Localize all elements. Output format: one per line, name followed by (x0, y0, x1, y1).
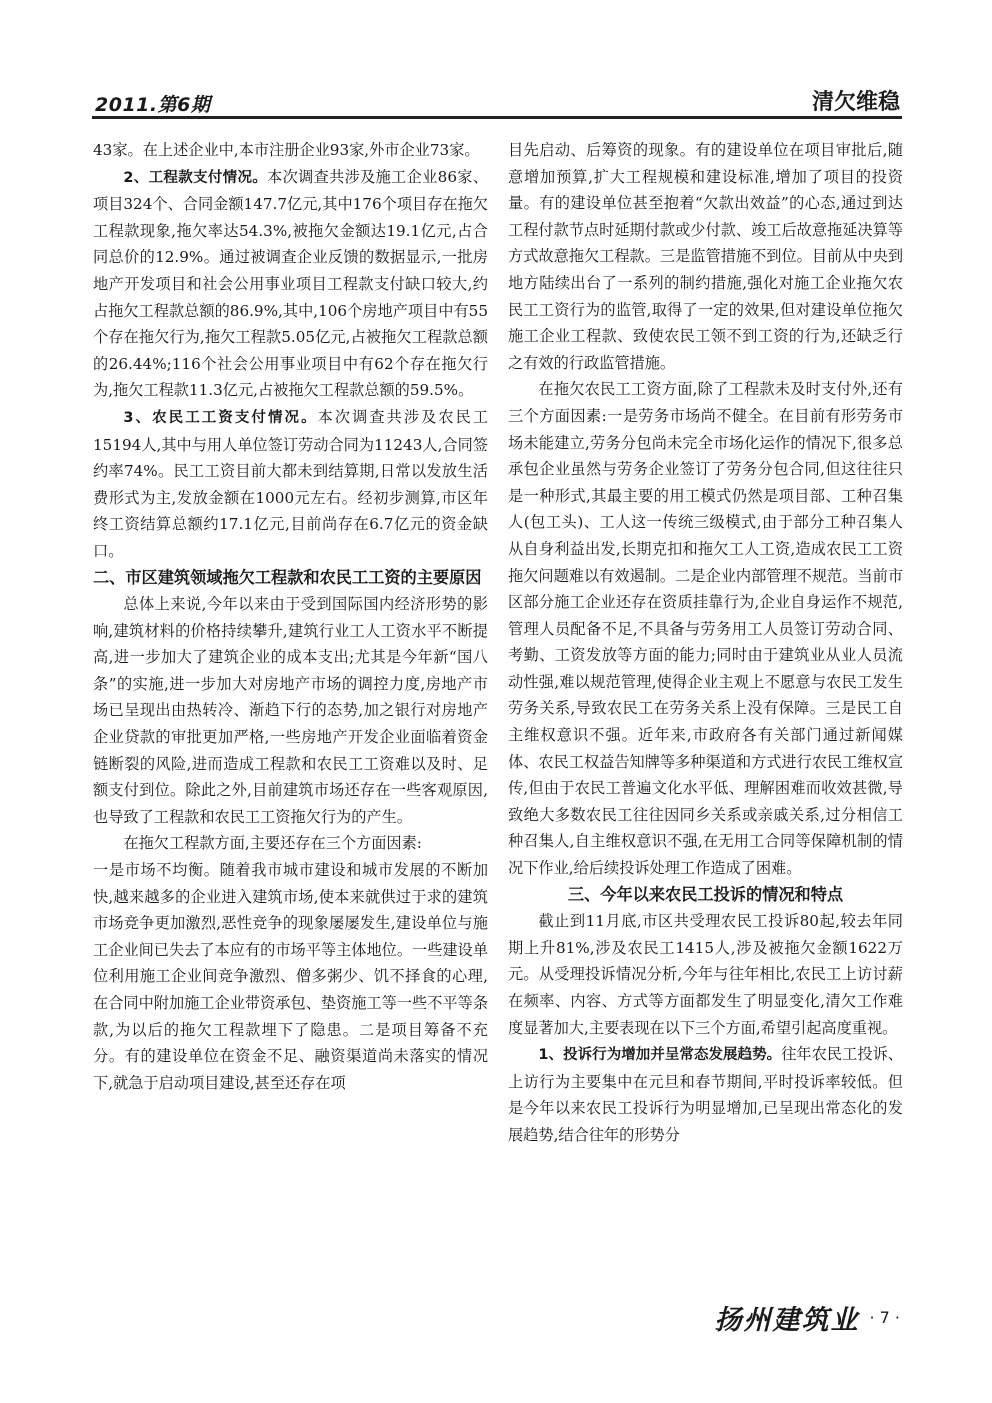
footer (714, 1298, 900, 1337)
subheading: 1、投诉行为增加并呈常态发展趋势。 (538, 1047, 782, 1064)
subheading: 2、工程款支付情况。 (123, 169, 268, 186)
subheading: 3、农民工工资支付情况。 (123, 409, 318, 426)
paragraph: 2、工程款支付情况。本次调查共涉及施工企业86家、项目324个、合同金额147.7亿元,其中176个项目存在拖欠工程款现象,拖欠率达54.3%,被拖欠金额达19.1亿元,占合同总价的12.9%。通过被调查企业反馈的数据显示,一批房地产开发项目和社会公用事业项目工程款支付缺口较大,约占拖欠工程款总额的86.9%,其中,106个房地产项目中有55个存在拖欠行为,拖欠工程款5.05亿元,占被拖欠工程款总额的26.44%;116个社会公用事业项目中有62个存在拖欠行为,拖欠工程款11.3亿元,占被拖欠工程款总额的59.5%。 (93, 167, 489, 400)
issue-label: 2011.第6期 (95, 94, 211, 116)
header-rule (92, 116, 902, 119)
section-heading: 二、市区建筑领域拖欠工程款和农民工工资的主要原因 (93, 567, 482, 587)
paragraph: 截止到11月底,市区共受理农民工投诉80起,较去年同期上升81%,涉及农民工1415人,涉及被拖欠金额1622万元。从受理投诉情况分析,今年与往年相比,农民工上访讨薪在频率、内容、方式等方面都发生了明显变化,清欠工作难度显著加大,主要表现在以下三个方面,希望引起高度重视。 (508, 912, 903, 1037)
paragraph: 在拖欠工程款方面,主要还存在三个方面因素: (123, 834, 422, 853)
paragraph: 一是市场不均衡。随着我市城市建设和城市发展的不断加快,越来越多的企业进入建筑市场,使本来就供过于求的建筑市场竞争更加激烈,恶性竞争的现象屡屡发生,建设单位与施工企业间已失去了本应有的市场平等主体地位。一些建设单位利用施工企业间竞争激烈、僧多粥少、饥不择食的心理,在合同中附加施工企业带资承包、垫资施工等一些不平等条款,为以后的拖欠工程款埋下了隐患。二是项目筹备不充分。有的建设单位在资金不足、融资渠道尚未落实的情况下,就急于启动项目建设,甚至还存在项 (93, 861, 488, 1092)
page-number: · 7 · (869, 1308, 900, 1327)
paragraph: 43家。在上述企业中,本市注册企业93家,外市企业73家。 (93, 141, 480, 159)
left-column (93, 137, 488, 1096)
section-heading: 三、今年以来农民工投诉的情况和特点 (567, 884, 844, 904)
paragraph: 目先启动、后筹资的现象。有的建设单位在项目审批后,随意增加预算,扩大工程规模和建设标准,增加了项目的投资量。有的建设单位甚至抱着“欠款出效益”的心态,通过到达工程付款节点时延期付款或少付款、竣工后故意拖延决算等方式故意拖欠工程款。三是监管措施不到位。目前从中央到地方陆续出台了一系列的制约措施,强化对施工企业拖欠农民工工资行为的监管,取得了一定的效果,但对建设单位拖欠施工企业工程款、致使农民工领不到工资的行为,还缺乏行之有效的行政监管措施。 (508, 141, 903, 372)
paragraph: 总体上来说,今年以来由于受到国际国内经济形势的影响,建筑材料的价格持续攀升,建筑行业工人工资水平不断提高,进一步加大了建筑企业的成本支出;尤其是今年新“国八条”的实施,进一步加大对房地产市场的调控力度,房地产市场已呈现出由热转冷、渐趋下行的态势,加之银行对房地产企业贷款的审批更加严格,一些房地产开发企业面临着资金链断裂的风险,进而造成工程款和农民工工资难以及时、足额支付到位。除此之外,目前建筑市场还存在一些客观原因,也导致了工程款和农民工工资拖欠行为的产生。 (93, 595, 488, 826)
column-title: 清欠维稳 (811, 90, 900, 115)
paragraph: 3、农民工工资支付情况。本次调查共涉及农民工15194人,其中与用人单位签订劳动合同为11243人,合同签约率74%。民工工资目前大都未到结算期,日常以发放生活费形式为主,发放金额在1000元左右。经初步测算,市区年终工资结算总额约17.1亿元,目前尚存在6.7亿元的资金缺口。 (93, 407, 489, 560)
paragraph: 1、投诉行为增加并呈常态发展趋势。往年农民工投诉、上访行为主要集中在元旦和春节期间,平时投诉率较低。但是今年以来农民工投诉行为明显增加,已呈现出常态化的发展趋势,结合往年的形势分 (508, 1045, 903, 1144)
paragraph: 在拖欠农民工工资方面,除了工程款未及时支付外,还有三个方面因素:一是劳务市场尚不健全。在目前有形劳务市场未能建立,劳务分包尚未完全市场化运作的情况下,很多总承包企业虽然与劳务企业签订了劳务分包合同,但这往往只是一种形式,其最主要的用工模式仍然是项目部、工种召集人(包工头)、工人这一传统三级模式,由于部分工种召集人从自身利益出发,长期克扣和拖欠工人工资,造成农民工工资拖欠问题难以有效遏制。二是企业内部管理不规范。当前市区部分施工企业还存在资质挂靠行为,企业自身运作不规范,管理人员配备不足,不具备与劳务用工人员签订劳动合同、考勤、工资发放等方面的能力;同时由于建筑业从业人员流动性强,难以规范管理,使得企业主观上不愿意与农民工发生劳务关系,导致农民工在劳务关系上没有保障。三是民工自主维权意识不强。近年来,市政府各有关部门通过新闻媒体、农民工权益告知牌等多种渠道和方式进行农民工维权宣传,但由于农民工普遍文化水平低、理解困难而收效甚微,导致绝大多数农民工往往因同乡关系或亲戚关系,过分相信工种召集人,自主维权意识不强,在无用工合同等保障机制的情况下作业,给后续投诉处理工作造成了困难。 (508, 380, 903, 878)
magazine-logo: 扬州建筑业 (714, 1305, 860, 1336)
right-column (508, 137, 903, 1149)
